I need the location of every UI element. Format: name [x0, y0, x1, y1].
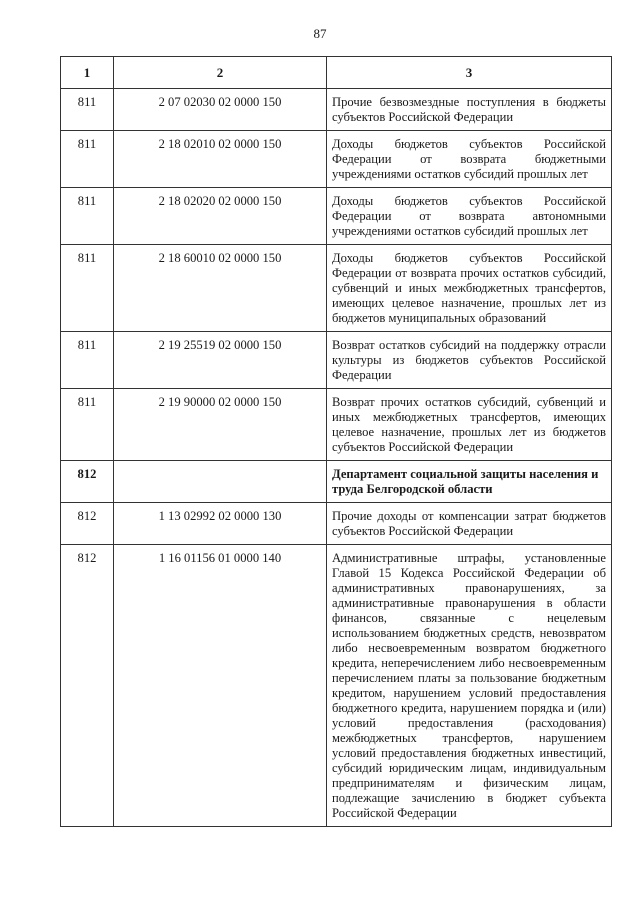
admin-code-cell: 811	[61, 332, 114, 389]
kbk-code-cell	[114, 461, 327, 503]
revenue-name-cell: Прочие безвозмездные поступления в бюджеты субъектов Российской Федерации	[327, 89, 612, 131]
admin-code-cell: 812	[61, 461, 114, 503]
column-header-3: 3	[327, 57, 612, 89]
department-header-row	[61, 461, 612, 503]
revenue-name-cell: Возврат прочих остатков субсидий, субвенций и иных межбюджетных трансфертов, имеющих целевое назначение, прошлых лет из бюджетов субъектов Российской Федерации	[327, 389, 612, 461]
revenue-name-cell: Возврат остатков субсидий на поддержку отрасли культуры из бюджетов субъектов Российской Федерации	[327, 332, 612, 389]
admin-code-cell: 811	[61, 131, 114, 188]
admin-code-cell: 811	[61, 89, 114, 131]
table-row	[61, 389, 612, 461]
admin-code-cell: 811	[61, 188, 114, 245]
kbk-code-cell: 2 18 60010 02 0000 150	[114, 245, 327, 332]
revenue-name-cell: Административные штрафы, установленные Главой 15 Кодекса Российской Федерации об административных правонарушениях, за административные правонарушения в области финансов, связанные с нецелевым использованием бюджетных средств, невозвратом либо несвоевременным возвратом бюджетного кредита, неперечислением либо несвоевременным перечислением платы за пользование бюджетным кредитом, нарушением условий предоставления бюджетного кредита, нарушением порядка и (или) условий предоставления (расходования) межбюджетных трансфертов, нарушением условий предоставления бюджетных инвестиций, субсидий юридическим лицам, индивидуальным предпринимателям и физическим лицам, подлежащие зачислению в бюджет субъекта Российской Федерации	[327, 545, 612, 827]
kbk-code-cell: 1 13 02992 02 0000 130	[114, 503, 327, 545]
admin-code-cell: 812	[61, 503, 114, 545]
revenue-name-cell: Прочие доходы от компенсации затрат бюджетов субъектов Российской Федерации	[327, 503, 612, 545]
table-row	[61, 545, 612, 827]
admin-code-cell: 811	[61, 389, 114, 461]
budget-classification-table	[60, 56, 612, 827]
revenue-name-cell: Доходы бюджетов субъектов Российской Федерации от возврата прочих остатков субсидий, субвенций и иных межбюджетных трансфертов, имеющих целевое назначение, прошлых лет из бюджетов муниципальных образований	[327, 245, 612, 332]
revenue-name-cell: Доходы бюджетов субъектов Российской Федерации от возврата бюджетными учреждениями остатков субсидий прошлых лет	[327, 131, 612, 188]
kbk-code-cell: 2 18 02020 02 0000 150	[114, 188, 327, 245]
column-header-1: 1	[61, 57, 114, 89]
column-header-2: 2	[114, 57, 327, 89]
department-name-cell: Департамент социальной защиты населения и труда Белгородской области	[327, 461, 612, 503]
revenue-name-cell: Доходы бюджетов субъектов Российской Федерации от возврата автономными учреждениями остатков субсидий прошлых лет	[327, 188, 612, 245]
admin-code-cell: 812	[61, 545, 114, 827]
table-header-row	[61, 57, 612, 89]
admin-code-cell: 811	[61, 245, 114, 332]
kbk-code-cell: 2 07 02030 02 0000 150	[114, 89, 327, 131]
table-row	[61, 89, 612, 131]
table-row	[61, 131, 612, 188]
table-row	[61, 503, 612, 545]
kbk-code-cell: 1 16 01156 01 0000 140	[114, 545, 327, 827]
table-row	[61, 332, 612, 389]
kbk-code-cell: 2 18 02010 02 0000 150	[114, 131, 327, 188]
kbk-code-cell: 2 19 25519 02 0000 150	[114, 332, 327, 389]
table-row	[61, 245, 612, 332]
kbk-code-cell: 2 19 90000 02 0000 150	[114, 389, 327, 461]
page-number: 87	[313, 26, 327, 41]
table-row	[61, 188, 612, 245]
